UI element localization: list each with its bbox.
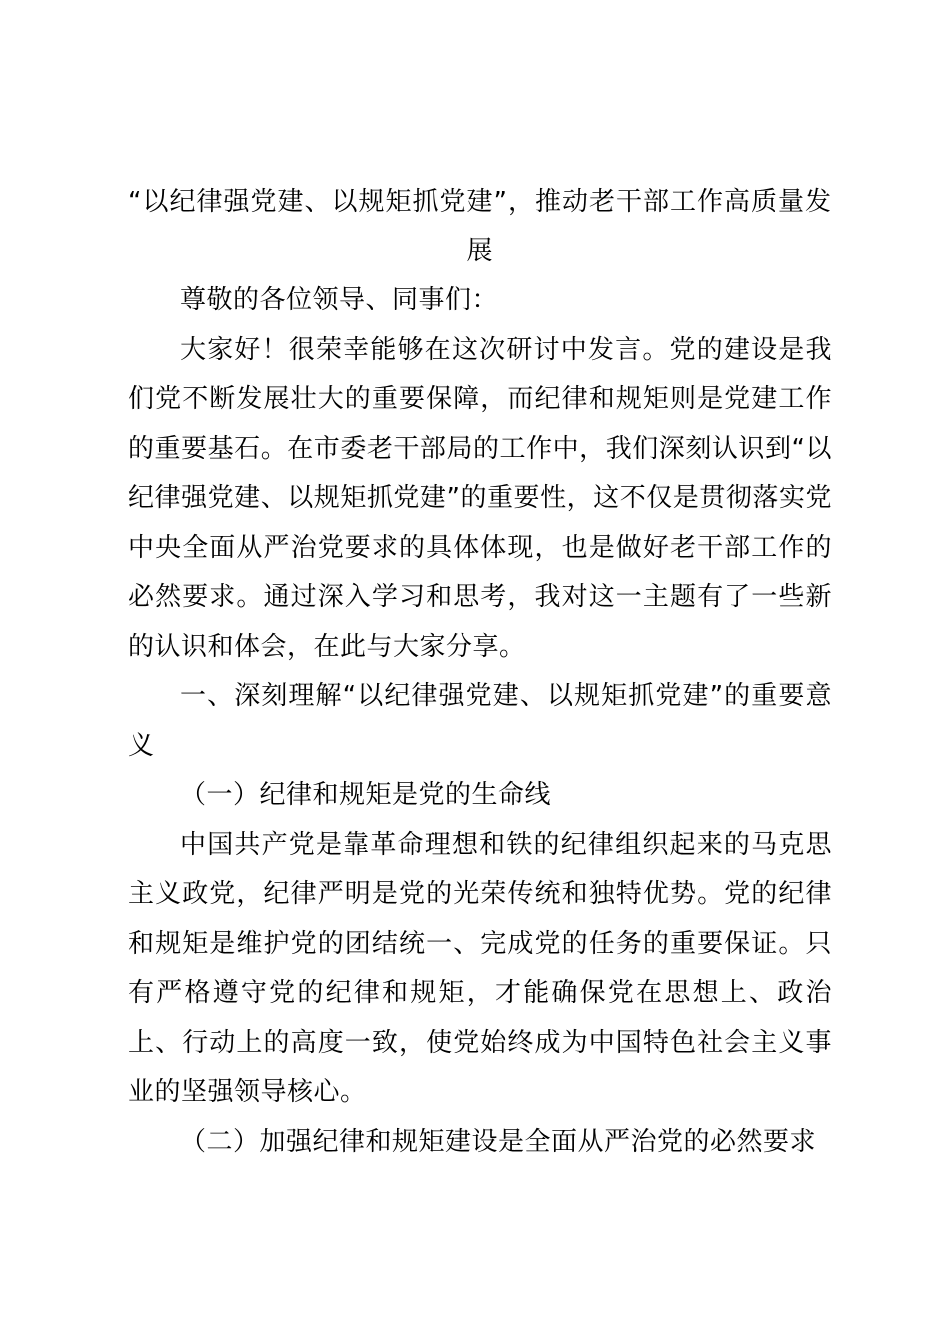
salutation: 尊敬的各位领导、同事们： (180, 285, 499, 315)
document-title: “以纪律强党建、以规矩抓党建”，推动老干部工作高质量发展 (128, 187, 832, 266)
section-heading: 一、深刻理解“以纪律强党建、以规矩抓党建”的重要意义 (128, 681, 832, 761)
subsection-heading: （一）纪律和规矩是党的生命线 (180, 780, 552, 810)
document-body (128, 178, 832, 1167)
intro-paragraph: 大家好！很荣幸能够在这次研讨中发言。党的建设是我们党不断发展壮大的重要保障，而纪律和规矩则是党建工作的重要基石。在市委老干部局的工作中，我们深刻认识到“以纪律强党建、以规矩抓党建”的重要性，这不仅是贯彻落实党中央全面从严治党要求的具体体现，也是做好老干部工作的必然要求。通过深入学习和思考，我对这一主题有了一些新的认识和体会，在此与大家分享。 (128, 334, 832, 662)
subsection-paragraph: 中国共产党是靠革命理想和铁的纪律组织起来的马克思主义政党，纪律严明是党的光荣传统和独特优势。党的纪律和规矩是维护党的团结统一、完成党的任务的重要保证。只有严格遵守党的纪律和规矩，才能确保党在思想上、政治上、行动上的高度一致，使党始终成为中国特色社会主义事业的坚强领导核心。 (128, 829, 832, 1107)
subsection-heading-2: （二）加强纪律和规矩建设是全面从严治党的必然要求 (180, 1126, 817, 1157)
